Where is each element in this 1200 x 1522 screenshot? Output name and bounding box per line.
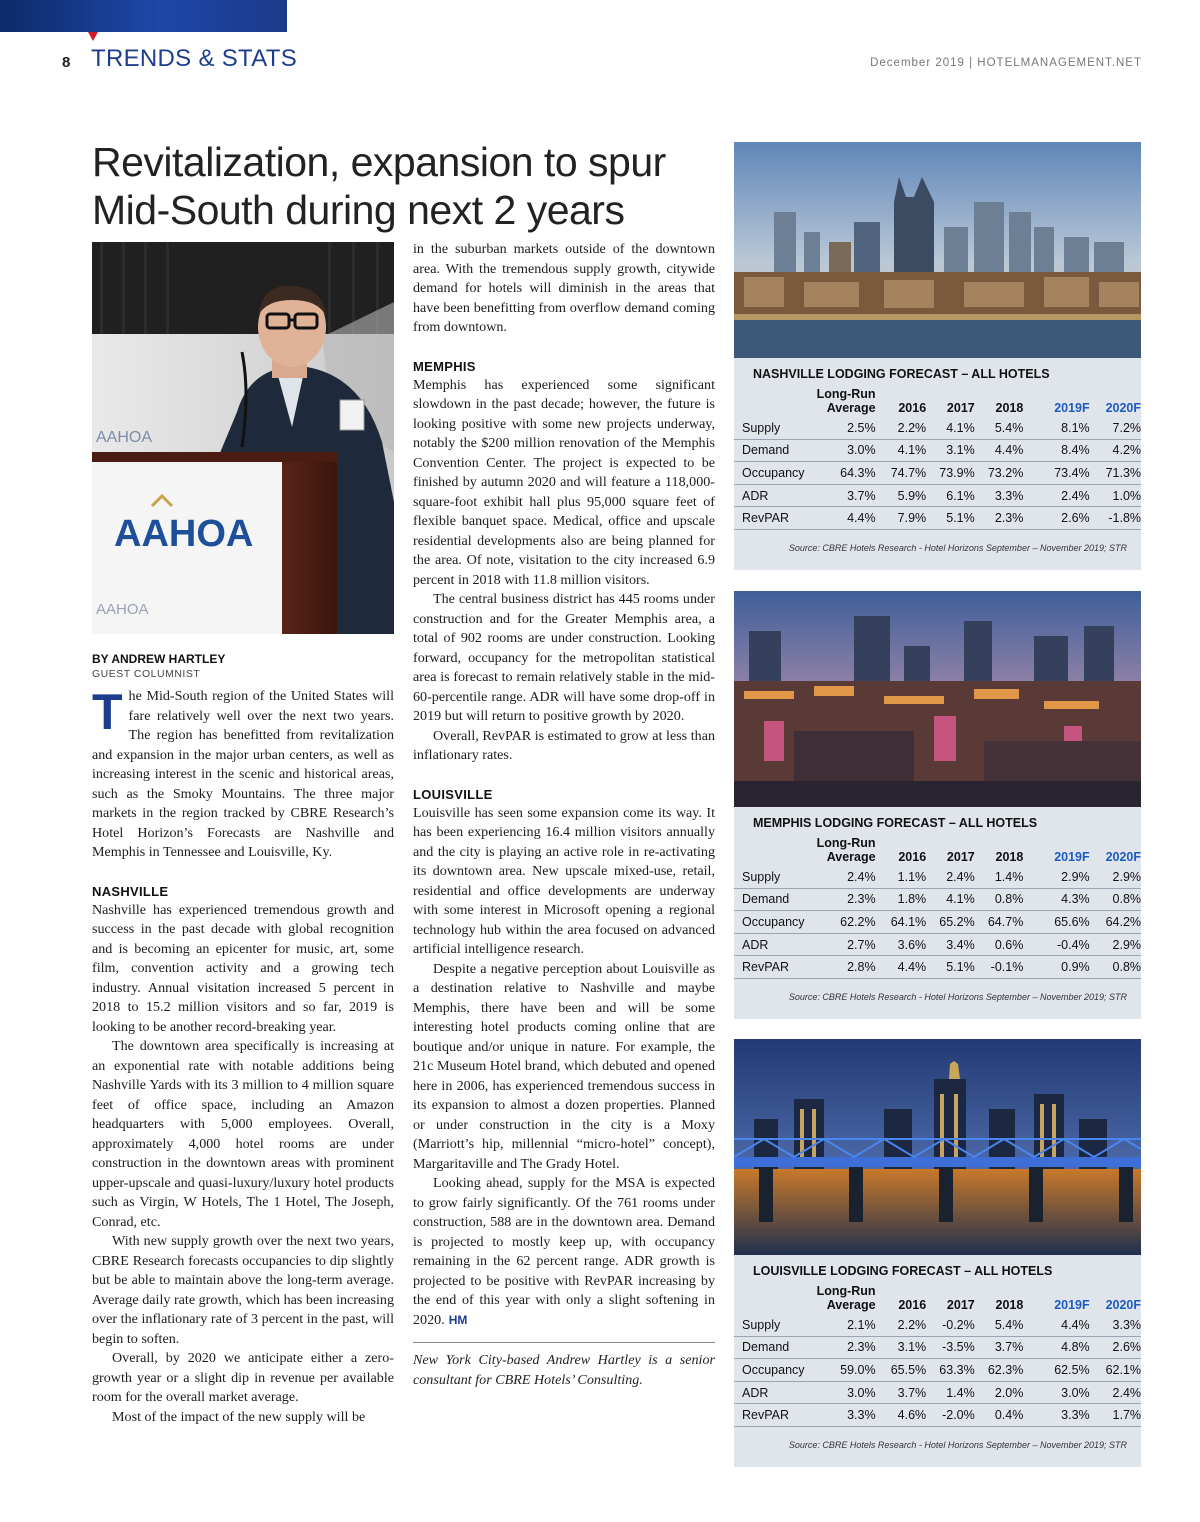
table-cell-y2016: 3.1% (897, 1340, 927, 1355)
header-2016: 2016 (898, 850, 927, 864)
article-column-2 (413, 240, 715, 1390)
nashville-table-rows (734, 417, 1141, 530)
nashville-forecast-title: NASHVILLE LODGING FORECAST – ALL HOTELS (753, 367, 1050, 381)
table-cell-label: Supply (742, 420, 781, 435)
table-cell-y2018: 5.4% (994, 1317, 1024, 1332)
aahoa-wall-logo: AAHOA (96, 429, 153, 446)
table-cell-f2020: 2.9% (1112, 937, 1142, 952)
table-cell-y2016: 2.2% (897, 1317, 927, 1332)
table-cell-lr: 4.4% (847, 511, 876, 526)
table-cell-label: ADR (742, 1385, 769, 1400)
aahoa-podium-logo: AAHOA (114, 513, 254, 555)
table-cell-label: Demand (742, 1340, 790, 1355)
nashville-paragraph-5: Most of the impact of the new supply will be (112, 1408, 366, 1425)
louisville-paragraph-1: Louisville has seen some expansion come its way. It has been experiencing 16.4 million visitors annually and the city is playing an active role in re-activating its downtown area. New upscale mixed-use, retail, residential and office developments are underway with some interest in Microsoft opening a regional technology hub within the area focused on advanced artificial intelligence research. (413, 804, 715, 957)
louisville-skyline-illustration (734, 1039, 1141, 1255)
louisville-forecast-table (734, 1255, 1141, 1467)
section-title: TRENDS & STATS (91, 45, 297, 72)
table-cell-lr: 2.4% (847, 869, 876, 884)
header-long-run-line2: Average (826, 1298, 876, 1312)
table-cell-f2020: 1.7% (1112, 1408, 1142, 1423)
table-row (734, 934, 1141, 957)
masthead-red-marker (88, 32, 98, 41)
table-row (734, 866, 1141, 889)
table-cell-y2018: 2.0% (994, 1385, 1024, 1400)
table-row (734, 1337, 1141, 1360)
header-2019f: 2019F (1054, 401, 1090, 415)
table-cell-y2016: 3.6% (897, 937, 927, 952)
header-long-run-line1: Long-Run (816, 387, 876, 401)
article-headline (92, 138, 722, 234)
table-cell-f2020: 0.8% (1112, 960, 1142, 975)
table-cell-y2018: 3.7% (994, 1340, 1024, 1355)
table-cell-y2016: 5.9% (897, 488, 927, 503)
memphis-skyline-photo (734, 591, 1141, 807)
louisville-table-header (734, 1281, 1141, 1314)
table-row (734, 417, 1141, 440)
nashville-subhead: NASHVILLE (92, 883, 169, 899)
louisville-paragraph-2: Despite a negative perception about Louisville as a destination relative to Nashville and maybe Memphis, there have been and will be some interesting hotel products coming online that are boutique and/or unique in nature. For example, the 21c Museum Hotel brand, which debuted and opened here in 2006, has experienced tremendous success in its expansion to almost a dozen properties. Planned or under construction in the city is a Moxy (Marriott’s hip, millennial “micro-hotel” concept), Margaritaville and The Grady Hotel. (413, 960, 715, 1172)
memphis-paragraph-1: Memphis has experienced some significant slowdown in the past decade; however, the future is looking positive with some new projects underway, notably the $200 million renovation of the Memphis Convention Center. The project is expected to be finished by autumn 2020 and will feature a 118,000-square-foot exhibit hall plus 95,000 square feet of flexible banquet space. Medical, office and upscale residential developments also are being planned for the area. Of note, visitation to the city increased 6.9 percent in 2018 with 11.8 million visitors. (413, 376, 715, 588)
table-cell-y2018: 4.4% (994, 443, 1024, 458)
louisville-subhead: LOUISVILLE (413, 786, 493, 802)
table-row (734, 485, 1141, 508)
louisville-forecast-title: LOUISVILLE LODGING FORECAST – ALL HOTELS (753, 1264, 1053, 1278)
table-row (734, 889, 1141, 912)
table-cell-y2018: 73.2% (987, 465, 1024, 480)
author-speaking-photo (92, 242, 394, 634)
nashville-paragraph-4: Overall, by 2020 we anticipate either a zero-growth year or a slight dip in revenue per available room for the overall market average. (92, 1350, 394, 1405)
table-cell-y2016: 74.7% (890, 465, 927, 480)
author-note: New York City-based Andrew Hartley is a senior consultant for CBRE Hotels’ Consulting. (413, 1352, 715, 1388)
header-2016: 2016 (898, 1298, 927, 1312)
table-row (734, 507, 1141, 530)
table-cell-f2019: 4.3% (1061, 892, 1090, 907)
header-long-run-line1: Long-Run (816, 1284, 876, 1298)
table-cell-y2018: 2.3% (994, 511, 1024, 526)
table-cell-f2019: 0.9% (1061, 960, 1090, 975)
byline-role: GUEST COLUMNIST (92, 668, 201, 680)
table-cell-lr: 59.0% (840, 1362, 876, 1377)
table-cell-y2017: -3.5% (942, 1340, 975, 1355)
table-cell-lr: 64.3% (840, 465, 876, 480)
header-2017: 2017 (946, 1298, 975, 1312)
header-long-run-line1: Long-Run (816, 836, 876, 850)
header-2017: 2017 (946, 850, 975, 864)
table-cell-y2016: 2.2% (897, 420, 927, 435)
table-cell-label: Occupancy (742, 1362, 805, 1377)
table-cell-label: Supply (742, 869, 781, 884)
table-cell-lr: 2.7% (847, 937, 876, 952)
table-row (734, 956, 1141, 979)
table-cell-label: RevPAR (742, 511, 790, 526)
page-number: 8 (62, 54, 71, 71)
louisville-skyline-photo (734, 1039, 1141, 1255)
table-cell-lr: 3.0% (847, 1385, 876, 1400)
table-cell-y2017: 4.1% (946, 420, 975, 435)
table-cell-f2020: 2.4% (1112, 1385, 1142, 1400)
louisville-table-rows (734, 1314, 1141, 1427)
header-2018: 2018 (995, 850, 1024, 864)
table-cell-f2019: 4.4% (1061, 1317, 1090, 1332)
table-cell-y2018: 0.4% (994, 1408, 1024, 1423)
nashville-paragraph-3: With new supply growth over the next two years, CBRE Research forecasts occupancies to dip slightly but be able to maintain above the long-term average. Average daily rate growth, which has been increasing over the inflationary rate of 3 percent in the past, will begin to soften. (92, 1233, 394, 1347)
table-cell-f2019: 8.1% (1061, 420, 1090, 435)
table-cell-y2017: 5.1% (946, 960, 975, 975)
table-cell-label: RevPAR (742, 1408, 790, 1423)
table-cell-f2019: 2.9% (1061, 869, 1090, 884)
memphis-forecast-title: MEMPHIS LODGING FORECAST – ALL HOTELS (753, 816, 1038, 830)
table-cell-lr: 3.3% (847, 1408, 876, 1423)
table-cell-lr: 2.8% (847, 960, 876, 975)
table-cell-lr: 2.5% (847, 420, 876, 435)
table-cell-y2018: 0.6% (994, 937, 1024, 952)
table-cell-y2017: 6.1% (946, 488, 975, 503)
intro-text: he Mid-South region of the United States will fare relatively well over the next two years. The region has benefitted from revitalization and expansion in the major urban centers, as well as increasing interest in the scenic and historical areas, such as the Smoky Mountains. The three major markets in the region tracked by CBRE Research’s Hotel Horizon’s Forecasts are Nashville and Memphis in Tennessee and Louisville, Ky. (92, 688, 394, 860)
louisville-table-source: Source: CBRE Hotels Research - Hotel Horizons September – November 2019; STR (788, 1439, 1127, 1450)
table-cell-y2016: 3.7% (897, 1385, 927, 1400)
table-cell-label: Demand (742, 892, 790, 907)
nashville-paragraph-1: Nashville has experienced tremendous growth and success in the past decade with global recognition and is becoming an epicenter for music, art, some film, convention activity and a growing tech industry. Annual visitation increased 5 percent in 2018 to 15.2 million visitors and so far, 2019 is looking to be another record-breaking year. (92, 901, 394, 1035)
byline: BY ANDREW HARTLEY (92, 652, 226, 666)
table-cell-f2019: 2.6% (1061, 511, 1090, 526)
header-long-run (805, 836, 878, 864)
author-note-divider (413, 1342, 715, 1343)
table-cell-y2018: -0.1% (990, 960, 1024, 975)
table-cell-lr: 62.2% (840, 914, 876, 929)
nashville-table-source: Source: CBRE Hotels Research - Hotel Horizons September – November 2019; STR (788, 542, 1127, 553)
table-cell-f2020: -1.8% (1108, 511, 1142, 526)
table-cell-y2017: -2.0% (942, 1408, 975, 1423)
table-cell-f2020: 62.1% (1105, 1362, 1142, 1377)
table-cell-label: RevPAR (742, 960, 790, 975)
table-cell-f2019: 65.6% (1054, 914, 1090, 929)
table-cell-f2019: 8.4% (1061, 443, 1090, 458)
table-cell-y2017: 3.4% (946, 937, 975, 952)
memphis-paragraph-2: The central business district has 445 rooms under construction and for the Greater Memphis area, a total of 902 rooms are under construction. Looking forward, occupancy for the metropolitan statistical area is forecast to remain relatively stable in the mid-60-percentile range. ADR will have some drop-off in 2019 but will return to positive growth by 2020. (413, 591, 715, 724)
louisville-paragraph-3 (413, 1174, 715, 1330)
end-mark: HM (448, 1312, 468, 1327)
table-cell-f2019: -0.4% (1056, 937, 1090, 952)
table-cell-y2016: 1.1% (897, 869, 927, 884)
table-cell-label: Demand (742, 443, 790, 458)
table-cell-y2016: 4.4% (897, 960, 927, 975)
drop-cap: T (92, 684, 123, 740)
nashville-skyline-illustration (734, 142, 1141, 358)
table-row (734, 462, 1141, 485)
table-row (734, 440, 1141, 463)
memphis-paragraph-3: Overall, RevPAR is estimated to grow at less than inflationary rates. (413, 727, 715, 763)
table-cell-y2017: 1.4% (946, 1385, 975, 1400)
table-cell-y2018: 62.3% (987, 1362, 1024, 1377)
table-cell-f2020: 2.6% (1112, 1340, 1142, 1355)
header-2020f: 2020F (1105, 850, 1142, 864)
table-cell-y2018: 64.7% (987, 914, 1024, 929)
table-cell-f2020: 7.2% (1112, 420, 1142, 435)
continued-paragraph: in the suburban markets outside of the downtown area. With the tremendous supply growth, citywide demand for hotels will diminish in the areas that have been benefitting from overflow demand coming from downtown. (413, 241, 715, 335)
memphis-table-header (734, 833, 1141, 866)
table-cell-y2016: 65.5% (890, 1362, 927, 1377)
issue-and-site: December 2019 | HOTELMANAGEMENT.NET (870, 57, 1142, 69)
aahoa-floor-logo: AAHOA (96, 601, 149, 618)
memphis-subhead: MEMPHIS (413, 358, 476, 374)
table-cell-y2017: 2.4% (946, 869, 975, 884)
header-long-run-line2: Average (826, 401, 876, 415)
table-cell-lr: 2.1% (847, 1317, 876, 1332)
masthead-color-bar (0, 0, 287, 32)
table-cell-f2020: 2.9% (1112, 869, 1142, 884)
headline-line-2: Mid-South during next 2 years (92, 187, 625, 233)
table-cell-y2018: 3.3% (994, 488, 1024, 503)
table-cell-f2020: 3.3% (1112, 1317, 1142, 1332)
table-cell-f2020: 4.2% (1112, 443, 1142, 458)
table-cell-label: ADR (742, 937, 769, 952)
table-cell-y2016: 64.1% (890, 914, 927, 929)
table-cell-f2020: 71.3% (1105, 465, 1142, 480)
headline-line-1: Revitalization, expansion to spur (92, 139, 666, 185)
header-2019f: 2019F (1054, 850, 1090, 864)
table-cell-y2017: -0.2% (942, 1317, 975, 1332)
header-2020f: 2020F (1105, 1298, 1142, 1312)
table-cell-lr: 3.7% (847, 488, 876, 503)
table-cell-label: ADR (742, 488, 769, 503)
table-cell-y2017: 5.1% (946, 511, 975, 526)
table-cell-y2016: 4.6% (897, 1408, 927, 1423)
header-2018: 2018 (995, 1298, 1024, 1312)
table-cell-label: Supply (742, 1317, 781, 1332)
table-cell-y2016: 4.1% (897, 443, 927, 458)
header-2020f: 2020F (1105, 401, 1142, 415)
header-2018: 2018 (995, 401, 1024, 415)
header-2016: 2016 (898, 401, 927, 415)
table-cell-y2018: 0.8% (994, 892, 1024, 907)
table-row (734, 1404, 1141, 1427)
table-cell-label: Occupancy (742, 914, 805, 929)
intro-paragraph (92, 684, 394, 863)
table-cell-f2020: 64.2% (1105, 914, 1142, 929)
table-cell-y2017: 3.1% (946, 443, 975, 458)
header-long-run (805, 387, 878, 415)
table-cell-label: Occupancy (742, 465, 805, 480)
nashville-skyline-photo (734, 142, 1141, 358)
table-cell-f2019: 3.0% (1061, 1385, 1090, 1400)
header-2017: 2017 (946, 401, 975, 415)
table-row (734, 1382, 1141, 1405)
nashville-table-header (734, 384, 1141, 417)
table-cell-y2016: 7.9% (897, 511, 927, 526)
table-cell-y2017: 63.3% (939, 1362, 975, 1377)
table-cell-y2017: 4.1% (946, 892, 975, 907)
article-column-1 (92, 684, 394, 1427)
table-row (734, 911, 1141, 934)
louisville-paragraph-3-text: Looking ahead, supply for the MSA is expected to grow fairly significantly. Of the 761 rooms under construction, 588 are in the downtown area. Demand is projected to mostly keep up, with occupancy remaining in the 62 percent range. ADR growth is projected to be positive with RevPAR increasing by the end of this year with only a slight softening in 2020. (413, 1175, 715, 1328)
table-row (734, 1359, 1141, 1382)
memphis-forecast-table (734, 807, 1141, 1019)
memphis-table-rows (734, 866, 1141, 979)
table-cell-f2019: 62.5% (1054, 1362, 1090, 1377)
memphis-table-source: Source: CBRE Hotels Research - Hotel Horizons September – November 2019; STR (788, 991, 1127, 1002)
table-row (734, 1314, 1141, 1337)
table-cell-f2019: 3.3% (1061, 1408, 1090, 1423)
table-cell-y2017: 65.2% (939, 914, 975, 929)
table-cell-y2018: 5.4% (994, 420, 1024, 435)
header-long-run-line2: Average (826, 850, 876, 864)
table-cell-f2019: 4.8% (1061, 1340, 1090, 1355)
table-cell-y2018: 1.4% (994, 869, 1024, 884)
table-cell-y2017: 73.9% (939, 465, 975, 480)
nashville-paragraph-2: The downtown area specifically is increasing at an exponential rate with notable additions being Nashville Yards with its 3 million to 4 million square feet of office space, including an Amazon headquarters with 5,000 employees. Overall, approximately 4,000 hotel rooms are under construction in the downtown areas with prominent upper-upscale and quasi-luxury/luxury hotel products such as Virgin, W Hotels, The 1 Hotel, The Joseph, Conrad, etc. (92, 1038, 394, 1230)
table-cell-f2019: 73.4% (1054, 465, 1090, 480)
table-cell-f2019: 2.4% (1061, 488, 1090, 503)
header-long-run (805, 1284, 878, 1312)
table-cell-lr: 2.3% (847, 892, 876, 907)
table-cell-f2020: 1.0% (1112, 488, 1142, 503)
table-cell-f2020: 0.8% (1112, 892, 1142, 907)
table-cell-lr: 3.0% (847, 443, 876, 458)
table-cell-y2016: 1.8% (897, 892, 927, 907)
nashville-forecast-table (734, 358, 1141, 570)
header-2019f: 2019F (1054, 1298, 1090, 1312)
table-cell-lr: 2.3% (847, 1340, 876, 1355)
memphis-skyline-illustration (734, 591, 1141, 807)
author-photo-illustration (92, 242, 394, 634)
